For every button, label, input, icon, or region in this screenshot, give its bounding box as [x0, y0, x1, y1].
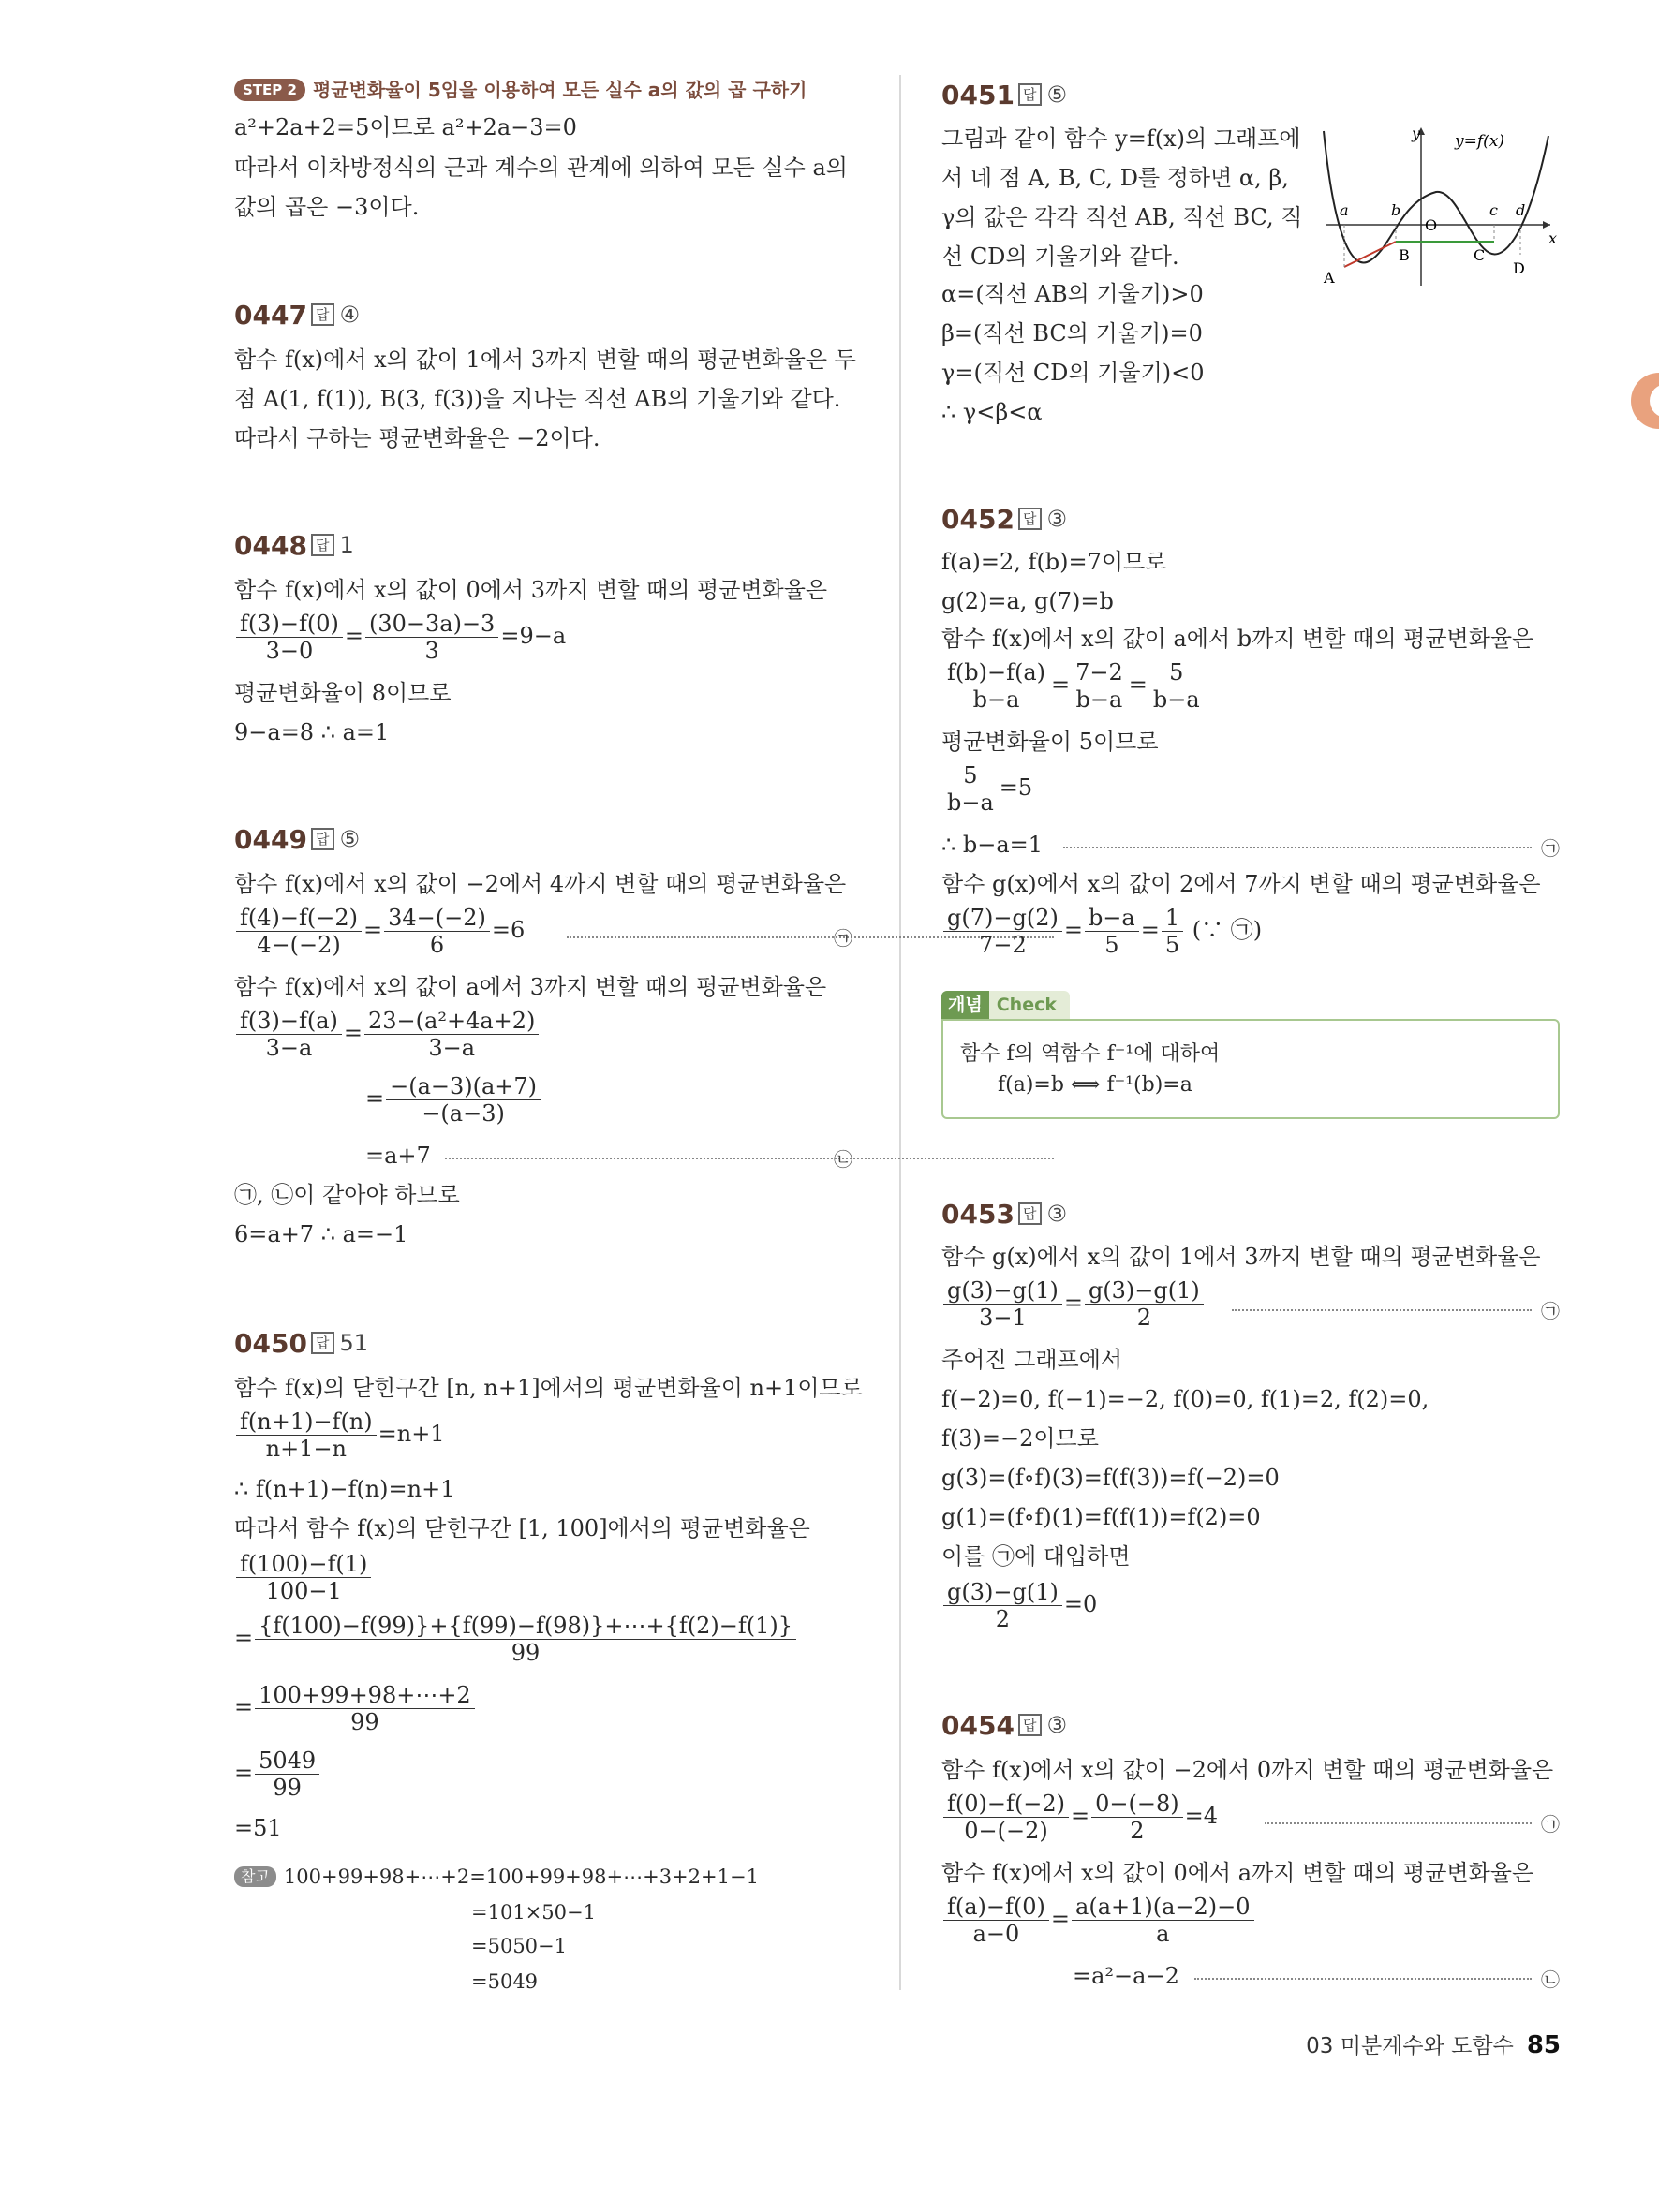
dap-icon: 답 [1018, 508, 1042, 530]
fraction: $\frac{f(a)-f(0)}{a-0}$ [943, 1894, 1049, 1947]
point-D: D [1513, 259, 1525, 277]
text-line: 함수 g(x)에서 x의 값이 2에서 7까지 변할 때의 평균변화율은 [941, 871, 1541, 897]
problem-number: 0450 [234, 1328, 307, 1359]
mark-circle-1: ㉠ [1541, 1300, 1560, 1322]
label-c: c [1489, 201, 1498, 219]
text-line: 함수 f(x)에서 x의 값이 a에서 3까지 변할 때의 평균변화율은 [234, 974, 827, 1000]
leader-dots [1194, 1978, 1532, 1980]
answer-label: 답 ④ [311, 302, 360, 328]
text-line: ㉠, ㉡이 같아야 하므로 [234, 1182, 460, 1208]
fraction: $\frac{0-(-8)}{2}$ [1091, 1791, 1182, 1844]
origin-label: O [1425, 216, 1438, 234]
equation: $\frac{f(n+1)-f(n)}{n+1-n}$ =n+1 [234, 1408, 445, 1462]
text-line: a²+2a+2=5이므로 a²+2a−3=0 [234, 114, 577, 140]
text-line: ∴ b−a=1 [941, 832, 1044, 858]
fraction: $\frac{b-a}{5}$ [1085, 905, 1139, 958]
leader-dots [445, 1158, 1054, 1159]
note-line: =5050−1 [471, 1935, 567, 1957]
answer-label: 답 ③ [1018, 1712, 1067, 1738]
text-line: g(2)=a, g(7)=b [941, 588, 1114, 614]
dap-icon: 답 [311, 828, 334, 850]
text-line: 함수 f(x)에서 x의 값이 −2에서 4까지 변할 때의 평균변화율은 [234, 871, 847, 897]
x-axis-arrow [1543, 221, 1550, 229]
fraction: $\frac{g(3)-g(1)}{2}$ [1085, 1277, 1204, 1331]
point-C: C [1474, 246, 1486, 264]
fraction: $\frac{5}{b-a}$ [943, 762, 998, 816]
note-line: =101×50−1 [471, 1901, 596, 1924]
text-line: 함수 f(x)에서 x의 값이 0에서 3까지 변할 때의 평균변화율은 [234, 577, 828, 603]
equation: $\frac{f(0)-f(-2)}{0-(-2)}$ = $\frac{0-(-8)}{2}$ =4 [941, 1791, 1218, 1844]
dap-icon: 답 [311, 303, 334, 326]
text-line: =a+7 [365, 1143, 431, 1169]
page-number: 85 [1526, 2031, 1561, 2059]
answer-label: 답 ⑤ [311, 826, 360, 852]
text-line: α=(직선 AB의 기울기)>0 [941, 281, 1204, 307]
answer-label: 답 51 [311, 1330, 368, 1356]
fraction: $\frac{g(7)-g(2)}{7-2}$ [943, 905, 1062, 958]
y-label: y [1412, 125, 1421, 142]
fraction: $\frac{-(a-3)(a+7)}{-(a-3)}$ [386, 1073, 541, 1127]
fraction: $\frac{f(0)-f(-2)}{0-(-2)}$ [943, 1791, 1069, 1844]
fraction: $\frac{34-(-2)}{6}$ [384, 905, 490, 958]
problem-number: 0447 [234, 300, 307, 331]
text-line: 선 CD의 기울기와 같다. [941, 243, 1179, 270]
function-graph [1316, 122, 1560, 290]
text-line: 따라서 구하는 평균변화율은 −2이다. [234, 425, 600, 451]
mark-circle-1: ㉠ [834, 927, 852, 950]
fraction: $\frac{1}{5}$ [1162, 905, 1183, 958]
dap-icon: 답 [1018, 83, 1042, 106]
fraction: $\frac{7-2}{b-a}$ [1072, 659, 1127, 713]
text-line: g(1)=(f∘f)(1)=f(f(1))=f(2)=0 [941, 1504, 1261, 1530]
text-line: f(a)=2, f(b)=7이므로 [941, 549, 1167, 575]
concept-line: f(a)=b ⟺ f⁻¹(b)=a [998, 1073, 1192, 1097]
text-line: 함수 f(x)에서 x의 값이 0에서 a까지 변할 때의 평균변화율은 [941, 1860, 1534, 1886]
equation: $\frac{g(3)-g(1)}{2}$ =0 [941, 1579, 1097, 1632]
equation: $\frac{f(a)-f(0)}{a-0}$ = $\frac{a(a+1)(a-2)-0}{a}$ [941, 1894, 1256, 1947]
text-line: 주어진 그래프에서 [941, 1347, 1123, 1373]
text-line: ∴ γ<β<α [941, 399, 1043, 425]
label-b: b [1391, 201, 1401, 219]
step-title: 평균변화율이 5임을 이용하여 모든 실수 a의 값의 곱 구하기 [312, 79, 807, 101]
text-line: ∴ f(n+1)−f(n)=n+1 [234, 1476, 455, 1502]
problem-number: 0448 [234, 530, 307, 561]
curve-label: y=f(x) [1455, 132, 1504, 151]
text-line: 점 A(1, f(1)), B(3, f(3))을 지나는 직선 AB의 기울기와 같다. [234, 386, 841, 412]
answer-label: 답 ⑤ [1018, 81, 1067, 108]
text-line: 평균변화율이 8이므로 [234, 680, 452, 706]
fraction: $\frac{(30-3a)-3}{3}$ [365, 611, 498, 664]
column-divider [899, 75, 901, 1990]
fraction: $\frac{f(3)-f(0)}{3-0}$ [236, 611, 343, 664]
answer-label: 답 ③ [1018, 1201, 1067, 1227]
fraction: $\frac{5}{b-a}$ [1149, 659, 1204, 713]
equation: $\frac{g(3)-g(1)}{3-1}$ = $\frac{g(3)-g(1)}{2}$ [941, 1277, 1206, 1331]
problem-number: 0452 [941, 504, 1015, 535]
text-line: 함수 f(x)에서 x의 값이 −2에서 0까지 변할 때의 평균변화율은 [941, 1757, 1554, 1783]
equation [234, 1551, 373, 1604]
text-line: f(−2)=0, f(−1)=−2, f(0)=0, f(1)=2, f(2)=0, [941, 1386, 1429, 1412]
fraction: $\frac{f(3)-f(a)}{3-a}$ [236, 1008, 342, 1061]
curve [1324, 131, 1548, 262]
equation: $\frac{f(3)-f(a)}{3-a}$ = $\frac{\text{23−(a²+4a+2)}}{3-a}$ [234, 1008, 541, 1061]
text-line: 9−a=8 ∴ a=1 [234, 719, 390, 745]
problem-number: 0454 [941, 1710, 1015, 1741]
answer-label: 답 ③ [1018, 506, 1067, 532]
text-line: 서 네 점 A, B, C, D를 정하면 α, β, [941, 165, 1289, 191]
text-line: 따라서 이차방정식의 근과 계수의 관계에 의하여 모든 실수 a의 [234, 155, 848, 181]
text-line: 값의 곱은 −3이다. [234, 194, 420, 220]
fraction: $\frac{a(a+1)(a-2)-0}{a}$ [1072, 1894, 1254, 1947]
equation: $\frac{f(4)-f(-2)}{4-(-2)}$ = $\frac{34-(-2)}{6}$ =6 [234, 905, 525, 958]
text-line: =51 [234, 1815, 282, 1841]
concept-box-frame [941, 1019, 1560, 1119]
equation: $\frac{f(b)-f(a)}{b-a}$ = $\frac{7-2}{b-a}$ = $\frac{5}{b-a}$ [941, 659, 1206, 713]
step2-heading [234, 75, 807, 102]
concept-tag: 개념 Check [941, 991, 1070, 1019]
equation: = $\frac{\{f(100)-f(99)\}+\{f(99)-f(98)\}+\cdots+\{f(2)-f(1)\}}{99}$ [234, 1613, 798, 1666]
fraction: $\frac{g(3)-g(1)}{3-1}$ [943, 1277, 1062, 1331]
text-line: 함수 f(x)에서 x의 값이 1에서 3까지 변할 때의 평균변화율은 두 [234, 347, 856, 373]
fraction: $\frac{\{f(100)-f(99)\}+\{f(99)-f(98)\}+\cdots+\{f(2)-f(1)\}}{99}$ [255, 1613, 796, 1666]
note-tag: 참고 [234, 1866, 276, 1887]
text-line: 따라서 함수 f(x)의 닫힌구간 [1, 100]에서의 평균변화율은 [234, 1515, 810, 1541]
mark-circle-1: ㉠ [1541, 1813, 1560, 1836]
equation: $\frac{f(3)-f(0)}{3-0}$ = $\frac{(30-3a)-3}{3}$ =9−a [234, 611, 566, 664]
equation: = $\frac{-(a-3)(a+7)}{-(a-3)}$ [365, 1073, 542, 1127]
text-line: β=(직선 BC의 기울기)=0 [941, 320, 1203, 347]
chapter-title: 03 미분계수와 도함수 [1306, 2034, 1514, 2058]
fraction: $\frac{f(n+1)-f(n)}{n+1-n}$ [236, 1408, 377, 1462]
fraction: $\frac{100+99+98+\cdots+2}{99}$ [255, 1682, 475, 1735]
text-line: 이를 ㉠에 대입하면 [941, 1543, 1131, 1570]
problem-number: 0449 [234, 824, 307, 855]
step-badge: STEP 2 [234, 79, 305, 101]
equation: = $\frac{5049}{99}$ [234, 1747, 321, 1801]
text-line: γ=(직선 CD의 기울기)<0 [941, 360, 1205, 386]
dap-icon: 답 [311, 1332, 334, 1354]
dap-icon: 답 [311, 534, 334, 556]
fraction: $\frac{f(b)-f(a)}{b-a}$ [943, 659, 1049, 713]
dap-icon: 답 [1018, 1714, 1042, 1736]
mark-circle-2: ㉡ [1541, 1969, 1560, 1991]
text-line: =a²−a−2 [1073, 1963, 1179, 1989]
page-footer [1306, 2028, 1561, 2059]
answer-label: 답 1 [311, 532, 354, 558]
label-a: a [1340, 201, 1349, 219]
concept-line: 함수 f의 역함수 f⁻¹에 대하여 [960, 1042, 1221, 1066]
concept-check-box [941, 991, 1560, 1117]
fraction: $\frac{g(3)-g(1)}{2}$ [943, 1579, 1062, 1632]
note-line: 참고 100+99+98+⋯+2=100+99+98+⋯+3+2+1−1 [234, 1862, 759, 1892]
point-A: A [1324, 269, 1335, 287]
equation: $\frac{g(7)-g(2)}{7-2}$ = $\frac{b-a}{5}$ = $\frac{1}{5}$ (∵ ㉠) [941, 905, 1262, 958]
text-line: γ의 값은 각각 직선 AB, 직선 BC, 직 [941, 204, 1303, 230]
fraction: $\frac{f(4)-f(-2)}{4-(-2)}$ [236, 905, 362, 958]
dap-icon: 답 [1018, 1202, 1042, 1225]
label-d: d [1516, 201, 1526, 219]
problem-number: 0451 [941, 80, 1015, 111]
fraction: $\frac{5049}{99}$ [255, 1747, 319, 1801]
leader-dots [1063, 847, 1532, 848]
mark-circle-1: ㉠ [1541, 837, 1560, 860]
equation: $\frac{5}{b-a}$ =5 [941, 762, 1032, 816]
text-line: 6=a+7 ∴ a=−1 [234, 1221, 408, 1247]
text-line: 평균변화율이 5이므로 [941, 729, 1159, 755]
fraction: $\frac{f(100)-f(1)}{100-1}$ [236, 1551, 371, 1604]
note-line: =5049 [471, 1970, 539, 1993]
text-line: 함수 g(x)에서 x의 값이 1에서 3까지 변할 때의 평균변화율은 [941, 1244, 1541, 1270]
text-line: 함수 f(x)의 닫힌구간 [n, n+1]에서의 평균변화율이 n+1이므로 [234, 1375, 863, 1401]
point-B: B [1399, 246, 1410, 264]
text-line: 함수 f(x)에서 x의 값이 a에서 b까지 변할 때의 평균변화율은 [941, 626, 1534, 652]
problem-number: 0453 [941, 1199, 1015, 1230]
x-label: x [1548, 229, 1558, 247]
text-line: f(3)=−2이므로 [941, 1425, 1099, 1452]
equation: = $\frac{100+99+98+\cdots+2}{99}$ [234, 1682, 477, 1735]
leader-dots [1265, 1822, 1532, 1824]
fraction: $\frac{\text{23−(a²+4a+2)}}{3-a}$ [364, 1008, 539, 1061]
text-line: 그림과 같이 함수 y=f(x)의 그래프에 [941, 125, 1301, 152]
mark-circle-2: ㉡ [834, 1148, 852, 1171]
text-line: g(3)=(f∘f)(3)=f(f(3))=f(−2)=0 [941, 1465, 1280, 1491]
leader-dots [1232, 1309, 1532, 1311]
